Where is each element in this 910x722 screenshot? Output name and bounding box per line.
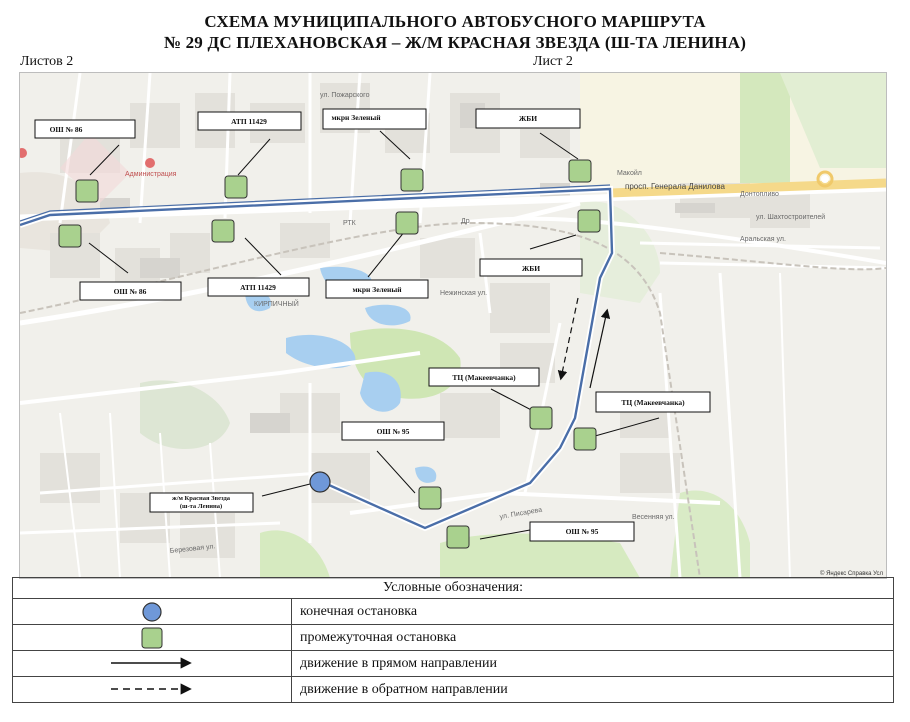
legend-forward-text: движение в прямом направлении: [292, 651, 894, 677]
legend-heading: Условные обозначения:: [13, 578, 894, 599]
svg-text:ЖБИ: ЖБИ: [521, 264, 541, 273]
legend-intermediate-text: промежуточная остановка: [292, 625, 894, 651]
poi-dp: Др: [461, 218, 470, 225]
svg-text:мкрн Зеленый: мкрн Зеленый: [352, 285, 402, 294]
legend-symbol-cell: [13, 599, 292, 625]
svg-text:ОШ № 95: ОШ № 95: [376, 427, 410, 436]
poi-kirp: КИРПИЧНЫЙ: [254, 301, 299, 308]
legend-symbol-cell: [13, 677, 292, 703]
intermediate-stop-osh86-south[interactable]: [59, 225, 81, 247]
intermediate-stop-zeleny-south[interactable]: [396, 212, 418, 234]
intermediate-stop-osh95-south[interactable]: [447, 526, 469, 548]
street-label-pisareva: ул. Писарева: [499, 506, 543, 521]
stop-label-zeleny-north: [323, 109, 426, 129]
svg-text:АТП 11429: АТП 11429: [231, 117, 267, 126]
poi-rtk: РТК: [343, 220, 356, 227]
intermediate-stop-osh86-north[interactable]: [76, 180, 98, 202]
sheet-current: Лист 2: [533, 54, 573, 69]
stop-label-osh95-north: [342, 422, 444, 440]
legend-table: [12, 577, 894, 703]
svg-text:ж/м Красная Звезда(ш-та Ленина: ж/м Красная Звезда (ш-та Ленина): [171, 495, 231, 510]
intermediate-stop-atp-south[interactable]: [212, 220, 234, 242]
intermediate-stop-makeevchanka-east[interactable]: [574, 428, 596, 450]
svg-text:ОШ № 86: ОШ № 86: [113, 287, 147, 296]
intermediate-stop-zhbi-north[interactable]: [569, 160, 591, 182]
sheets-total: Листов 2: [20, 54, 74, 69]
route-map[interactable]: [19, 72, 887, 579]
svg-text:ТЦ (Макеевчанка): ТЦ (Макеевчанка): [621, 398, 685, 407]
stop-label-osh95-south: [530, 522, 634, 541]
title-line-2: № 29 ДС ПЛЕХАНОВСКАЯ – Ж/М КРАСНАЯ ЗВЕЗДА (Ш-ТА ЛЕНИНА): [163, 33, 747, 52]
stop-label-osh86-north: [35, 120, 135, 138]
poi-admin: Администрация: [125, 171, 177, 178]
legend-symbol-cell: [13, 625, 292, 651]
title-line-1: СХЕМА МУНИЦИПАЛЬНОГО АВТОБУСНОГО МАРШРУТА: [204, 12, 706, 31]
stop-label-osh86-south: [80, 282, 181, 300]
legend-terminal-text: конечная остановка: [292, 599, 894, 625]
stop-label-krasnaya-zvezda: [150, 493, 253, 512]
legend-symbol-cell: [13, 651, 292, 677]
legend-intermediate-stop-square: [142, 628, 162, 648]
intermediate-stop-osh95-north[interactable]: [419, 487, 441, 509]
intermediate-stop-zhbi-south[interactable]: [578, 210, 600, 232]
stop-label-atp-south: [208, 278, 309, 296]
stop-label-zhbi-south: [480, 259, 582, 276]
svg-text:ОШ № 95: ОШ № 95: [565, 527, 599, 536]
stop-label-makeevchanka-east: [596, 392, 710, 412]
street-label-pozharskogo: ул. Пожарского: [320, 92, 370, 99]
svg-text:ЖБИ: ЖБИ: [518, 114, 538, 123]
poi-dontopl: Донтопливо: [740, 191, 779, 198]
svg-text:АТП 11429: АТП 11429: [240, 283, 276, 292]
street-label-shakhtostroiteley: ул. Шахтостроителей: [756, 214, 826, 221]
map-attribution: © Яндекс Справка Усл: [820, 571, 884, 577]
street-label-nezhinskaya: Нежинская ул.: [440, 290, 488, 297]
intermediate-stop-atp-north[interactable]: [225, 176, 247, 198]
stop-label-atp-north: [198, 112, 301, 130]
street-label-berezovaya: Березовая ул.: [169, 543, 216, 555]
intermediate-stop-makeevchanka-west[interactable]: [530, 407, 552, 429]
street-label-aralskaya: Аральская ул.: [740, 236, 786, 243]
svg-text:мкрн Зеленый: мкрн Зеленый: [331, 113, 381, 122]
intermediate-stop-zeleny-north[interactable]: [401, 169, 423, 191]
stop-label-zhbi-north: [476, 109, 580, 128]
stop-label-makeevchanka-west: [429, 368, 539, 386]
street-label-vesennyaya: Весенняя ул.: [632, 514, 675, 521]
legend-terminal-stop-circle: [143, 603, 161, 621]
svg-text:ТЦ (Макеевчанка): ТЦ (Макеевчанка): [452, 373, 516, 382]
poi-makoil: Макойл: [617, 170, 642, 177]
legend-reverse-text: движение в обратном направлении: [292, 677, 894, 703]
terminal-stop-krasnaya-zvezda[interactable]: [310, 472, 330, 492]
street-label-danilova: просп. Генерала Данилова: [625, 182, 725, 191]
stop-label-zeleny-south: [326, 280, 428, 298]
svg-text:ОШ № 86: ОШ № 86: [49, 125, 83, 134]
